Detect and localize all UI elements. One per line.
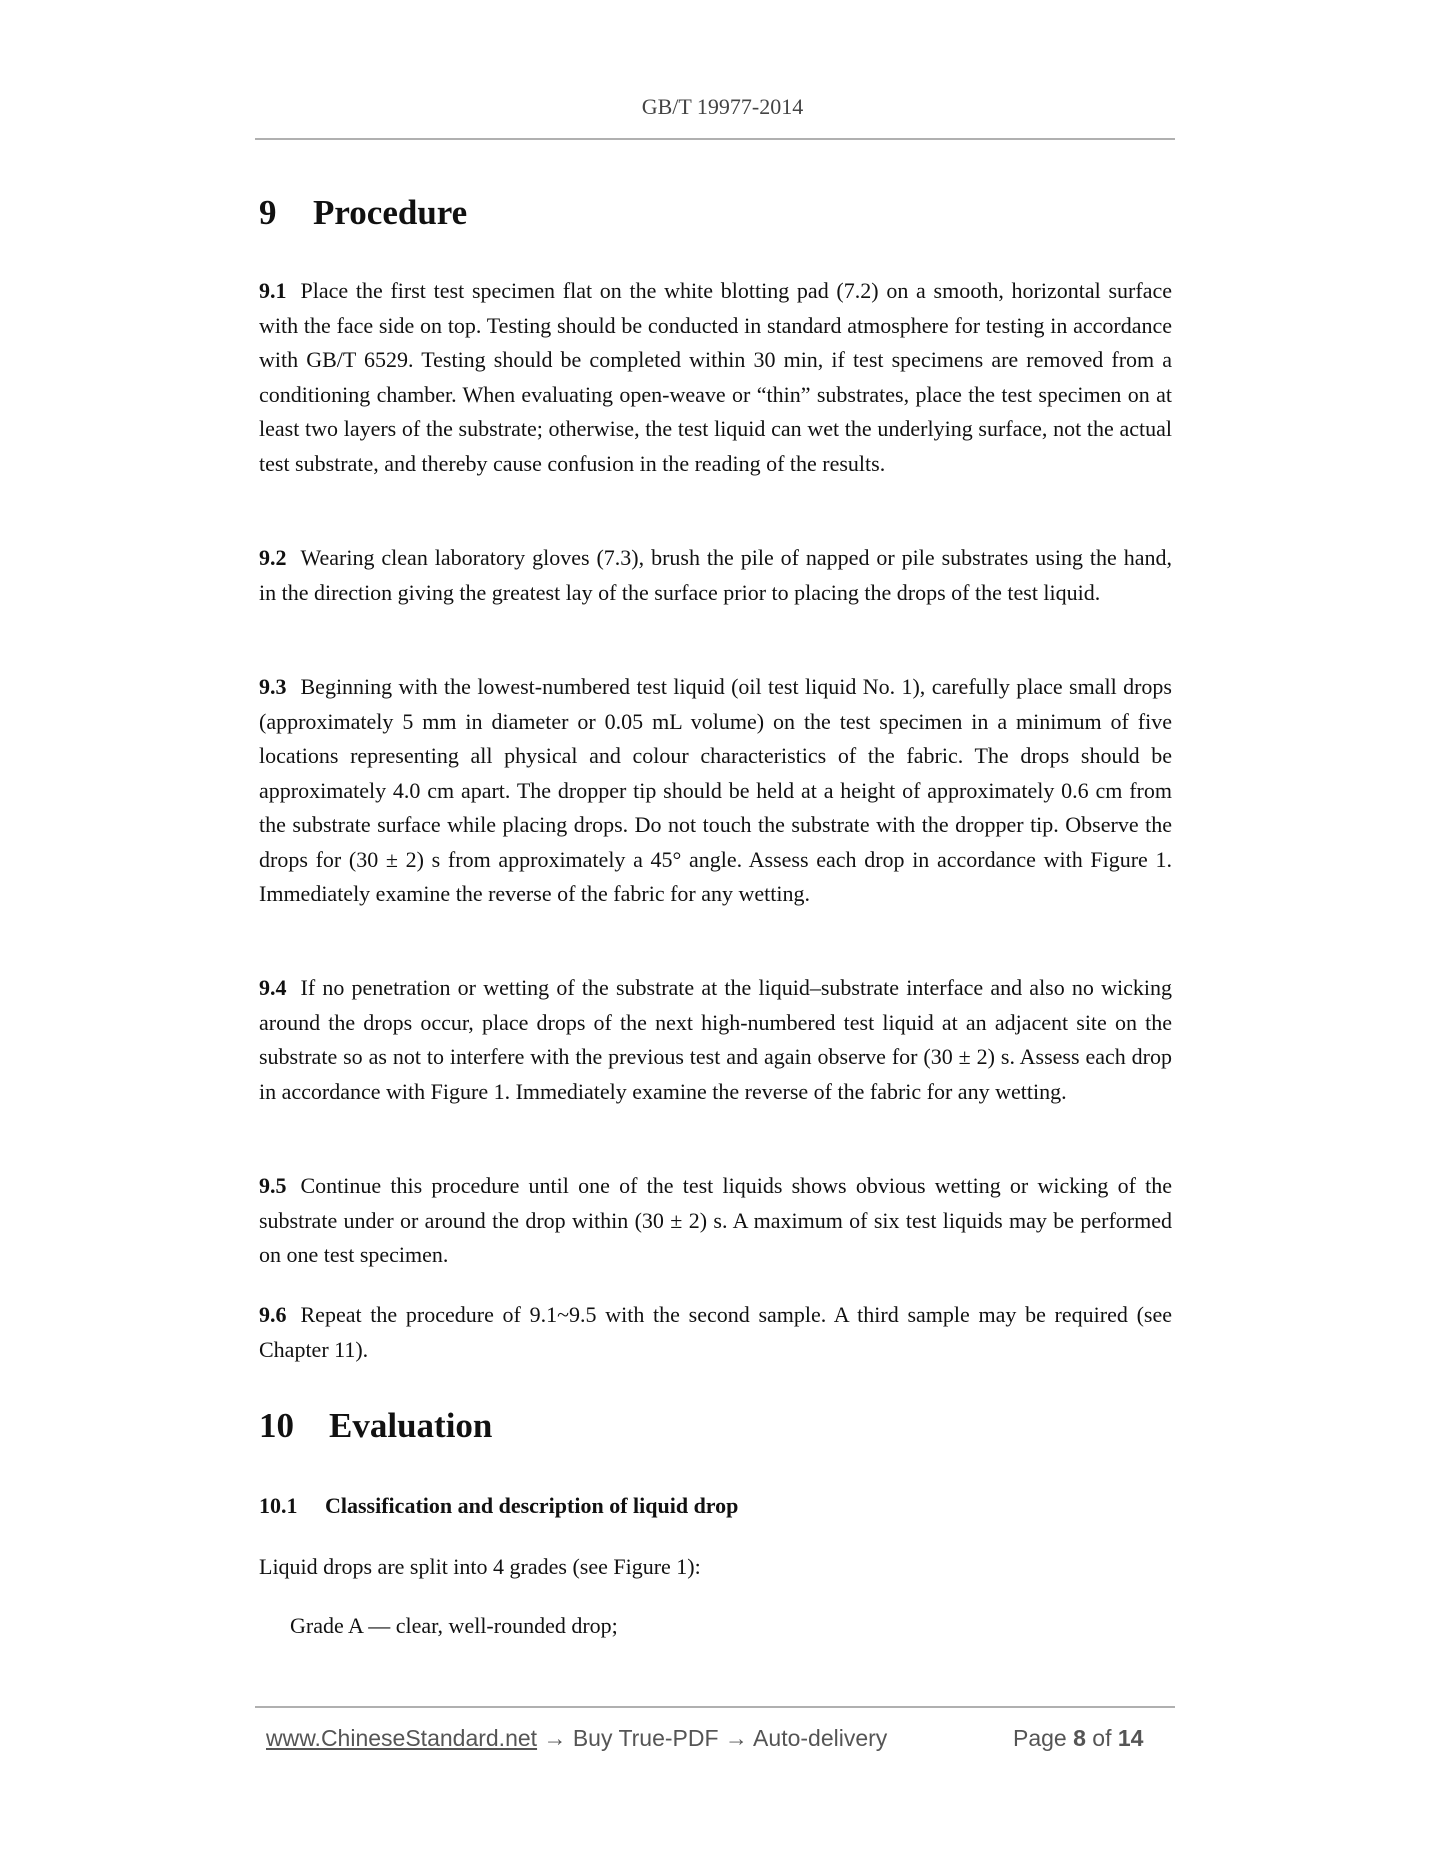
clause-text: Beginning with the lowest-numbered test liquid (oil test liquid No. 1), carefully place small drops (approximately 5 mm in diameter or 0.05 mL volume) on the test specimen in a minimum of five locations representing all physical and colour characteristics of the fabric. The drops should be approximately 4.0 cm apart. The dropper tip should be held at a height of approximately 0.6 cm from the substrate surface while placing drops. Do not touch the substrate with the dropper tip. Observe the drops for (30 ± 2) s from approximately a 45° angle. Assess each drop in accordance with Figure 1. Immediately examine the reverse of the fabric for any wetting. <box>259 674 1172 906</box>
running-header: GB/T 19977-2014 <box>641 94 804 119</box>
paragraph-9-2 <box>259 541 1172 610</box>
footer-promo <box>266 1725 887 1752</box>
section-title: Procedure <box>313 193 468 232</box>
footer-promo-text: → Buy True-PDF → Auto-delivery <box>537 1725 888 1751</box>
clause-number: 9.3 <box>259 674 287 699</box>
page-indicator <box>1013 1725 1143 1752</box>
section-heading-10 <box>259 1406 1172 1446</box>
clause-text: Repeat the procedure of 9.1~9.5 with the second sample. A third sample may be required (see Chapter 11). <box>259 1302 1172 1362</box>
grade-a-text: Grade A — clear, well-rounded drop; <box>290 1613 618 1638</box>
website-link[interactable]: www.ChineseStandard.net <box>266 1725 538 1751</box>
clause-text: Continue this procedure until one of the test liquids shows obvious wetting or wicking of the substrate under or around the drop within (30 ± 2) s. A maximum of six test liquids may be performed on one test specimen. <box>259 1173 1172 1267</box>
clause-number: 9.6 <box>259 1302 287 1327</box>
section-title: Evaluation <box>329 1406 493 1445</box>
paragraph-9-6 <box>259 1298 1172 1367</box>
clause-text: Wearing clean laboratory gloves (7.3), brush the pile of napped or pile substrates using the hand, in the direction giving the greatest lay of the surface prior to placing the drops of the test liquid. <box>259 545 1172 605</box>
clause-text: If no penetration or wetting of the substrate at the liquid–substrate interface and also no wicking around the drops occur, place drops of the next high-numbered test liquid at an adjacent site on the substrate so as not to interfere with the previous test and again observe for (30 ± 2) s. Assess each drop in accordance with Figure 1. Immediately examine the reverse of the fabric for any wetting. <box>259 975 1172 1104</box>
clause-number: 9.5 <box>259 1173 287 1198</box>
clause-number: 9.1 <box>259 278 287 303</box>
clause-number: 9.4 <box>259 975 287 1000</box>
section-number: 10 <box>259 1406 294 1445</box>
current-page: 8 <box>1073 1725 1086 1751</box>
header-divider <box>255 138 1175 140</box>
section-number: 9 <box>259 193 277 232</box>
paragraph-9-4 <box>259 971 1172 1109</box>
total-pages: 14 <box>1117 1725 1144 1751</box>
footer-divider <box>255 1706 1175 1708</box>
grades-intro <box>259 1550 1172 1585</box>
paragraph-9-5 <box>259 1169 1172 1273</box>
clause-number: 9.2 <box>259 545 287 570</box>
of-label: of <box>1092 1725 1112 1751</box>
clause-text: Place the first test specimen flat on the white blotting pad (7.2) on a smooth, horizontal surface with the face side on top. Testing should be conducted in standard atmosphere for testing in accordance with GB/T 6529. Testing should be completed within 30 min, if test specimens are removed from a conditioning chamber. When evaluating open-weave or “thin” substrates, place the test specimen on at least two layers of the substrate; otherwise, the test liquid can wet the underlying surface, not the actual test substrate, and thereby cause confusion in the reading of the results. <box>259 278 1172 476</box>
subsection-number: 10.1 <box>259 1493 298 1518</box>
section-heading-9 <box>259 193 1172 233</box>
intro-text: Liquid drops are split into 4 grades (see Figure 1): <box>259 1554 701 1579</box>
paragraph-9-1 <box>259 274 1172 481</box>
subsection-heading-10-1 <box>259 1493 1172 1519</box>
subsection-title: Classification and description of liquid drop <box>325 1493 739 1518</box>
page-label: Page <box>1013 1725 1067 1751</box>
grade-a-item <box>290 1609 1170 1644</box>
paragraph-9-3 <box>259 670 1172 912</box>
